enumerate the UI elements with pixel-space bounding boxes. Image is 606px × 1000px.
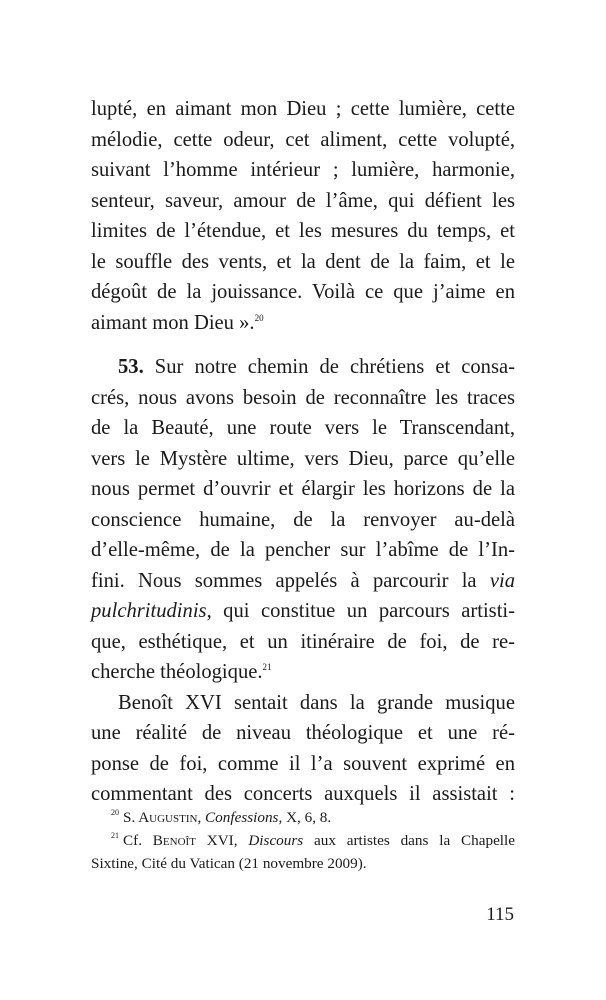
- footnote-text: Cf.: [123, 832, 153, 849]
- footnote-21-continuation: Sixtine, Cité du Vatican (21 novembre 2009).: [91, 855, 367, 872]
- text-line: dégoût de la jouissance. Voilà ce que j’aime en: [91, 281, 515, 303]
- footnote-title: Confessions: [205, 809, 279, 826]
- text-line: [91, 657, 515, 688]
- footnote-ref-21: 21: [262, 661, 272, 672]
- text-line: nous permet d’ouvrir et élargir les horizons de la: [91, 478, 515, 500]
- footnote-21: $^{21}$ Cf. Benoît XVI, Discours aux artistes dans la Chapelle: [111, 830, 515, 849]
- text-fragment: , qui constitue un parcours artisti-: [206, 600, 515, 622]
- text-line: commentant des concerts auxquels il assistait :: [91, 783, 515, 805]
- footnote-text: aux artistes dans la Chapelle: [303, 832, 515, 849]
- footnote-author: Benoît XVI: [152, 832, 234, 849]
- text-line: Benoît XVI sentait dans la grande musique: [118, 691, 515, 714]
- text-line: senteur, saveur, amour de l’âme, qui défient les: [91, 189, 515, 212]
- page-number: 115: [486, 904, 514, 925]
- text-line: limites de l’étendue, et les mesures du temps, et: [91, 220, 515, 242]
- text-line: conscience humaine, de la renvoyer au-delà: [91, 508, 515, 531]
- text-line: d’elle-même, de la pencher sur l’abîme de l’In-: [91, 539, 515, 561]
- text-fragment: fini. Nous sommes appelés à parcourir la: [91, 569, 490, 592]
- italic-term: via: [489, 569, 515, 592]
- paragraph-number: 53.: [118, 356, 144, 378]
- footnote-ref-20: 20: [254, 312, 264, 323]
- italic-term: pulchritudinis: [91, 600, 207, 622]
- footnote-text: , X, 6, 8.: [278, 809, 332, 826]
- text-line: de la Beauté, une route vers le Transcendant,: [91, 417, 515, 439]
- text-line: ponse de foi, comme il l’a souvent exprimé en: [91, 752, 515, 775]
- text-line: [91, 308, 515, 339]
- body-text: [91, 94, 515, 810]
- text-line: vers le Mystère ultime, vers Dieu, parce qu’elle: [91, 447, 515, 470]
- text-line: [91, 596, 515, 627]
- text-fragment: Sur notre chemin de chrétiens et consa-: [154, 356, 515, 378]
- text-fragment: cherche théologique.: [91, 661, 263, 683]
- text-line: suivant l’homme intérieur ; lumière, harmonie,: [91, 159, 515, 181]
- text-line: le souffle des vents, et la dent de la faim, et le: [91, 250, 515, 273]
- paragraph-gap: [91, 338, 515, 352]
- text-line: crés, nous avons besoin de reconnaître les traces: [91, 386, 515, 409]
- footnote-author: S. Augustin: [123, 809, 198, 826]
- text-fragment: aimant mon Dieu ».: [91, 311, 255, 334]
- text-line: [91, 352, 515, 383]
- footnote-number: 20: [111, 807, 119, 817]
- text-line: mélodie, cette odeur, cet aliment, cette volupté,: [91, 128, 515, 151]
- text-line: lupté, en aimant mon Dieu ; cette lumière, cette: [91, 98, 515, 120]
- text-line: une réalité de niveau théologique et une ré-: [91, 722, 515, 744]
- text-line: [91, 566, 515, 597]
- footnote-title: Discours: [248, 832, 304, 849]
- footnotes: [91, 806, 515, 875]
- footnote-20: $^{20}$ S. Augustin, Confessions, X, 6, 8.: [111, 807, 332, 826]
- text-line: que, esthétique, et un itinéraire de foi, de re-: [91, 630, 515, 653]
- footnote-number: 21: [111, 830, 119, 840]
